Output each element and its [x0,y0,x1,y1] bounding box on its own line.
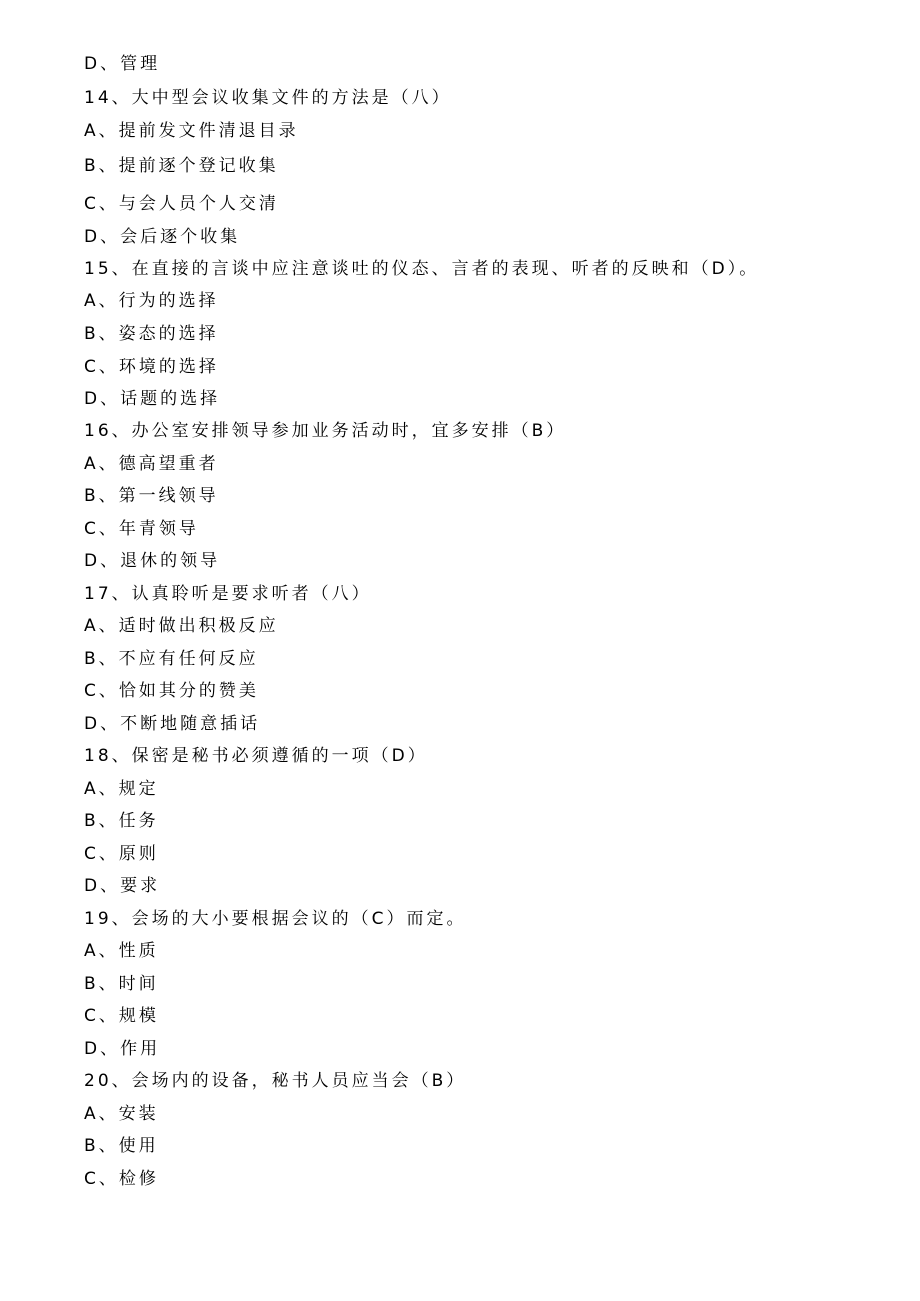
option-line: A、德高望重者 [84,454,219,474]
option-line: B、不应有任何反应 [84,649,259,669]
option-line: D、退休的领导 [84,551,221,571]
option-line: C、原则 [84,844,159,864]
option-line: B、使用 [84,1136,159,1156]
question-line: 16、办公室安排领导参加业务活动时，宜多安排（B） [84,421,567,441]
question-line: 15、在直接的言谈中应注意谈吐的仪态、言者的表现、听者的反映和（D）。 [84,259,760,279]
question-line: 18、保密是秘书必须遵循的一项（D） [84,746,428,766]
question-line: 19、会场的大小要根据会议的（C）而定。 [84,909,467,929]
option-line: A、行为的选择 [84,291,219,311]
question-line: 20、会场内的设备，秘书人员应当会（B） [84,1071,467,1091]
option-line: B、时间 [84,974,159,994]
option-line: D、会后逐个收集 [84,227,241,247]
option-line: B、姿态的选择 [84,324,219,344]
option-line: B、任务 [84,811,159,831]
option-line: C、年青领导 [84,519,199,539]
option-line: A、规定 [84,779,159,799]
option-line: B、第一线领导 [84,486,219,506]
option-line: D、管理 [84,54,161,74]
option-line: C、规模 [84,1006,159,1026]
question-line: 14、大中型会议收集文件的方法是（八） [84,88,452,108]
option-line: B、提前逐个登记收集 [84,156,279,176]
option-line: A、安装 [84,1104,159,1124]
option-line: D、要求 [84,876,161,896]
option-line: D、作用 [84,1039,161,1059]
option-line: C、环境的选择 [84,357,219,377]
option-line: C、恰如其分的赞美 [84,681,259,701]
option-line: C、与会人员个人交清 [84,194,279,214]
option-line: A、性质 [84,941,159,961]
question-line: 17、认真聆听是要求听者（八） [84,584,372,604]
option-line: A、适时做出积极反应 [84,616,279,636]
option-line: C、检修 [84,1169,159,1189]
option-line: A、提前发文件清退目录 [84,121,299,141]
option-line: D、不断地随意插话 [84,714,261,734]
option-line: D、话题的选择 [84,389,221,409]
